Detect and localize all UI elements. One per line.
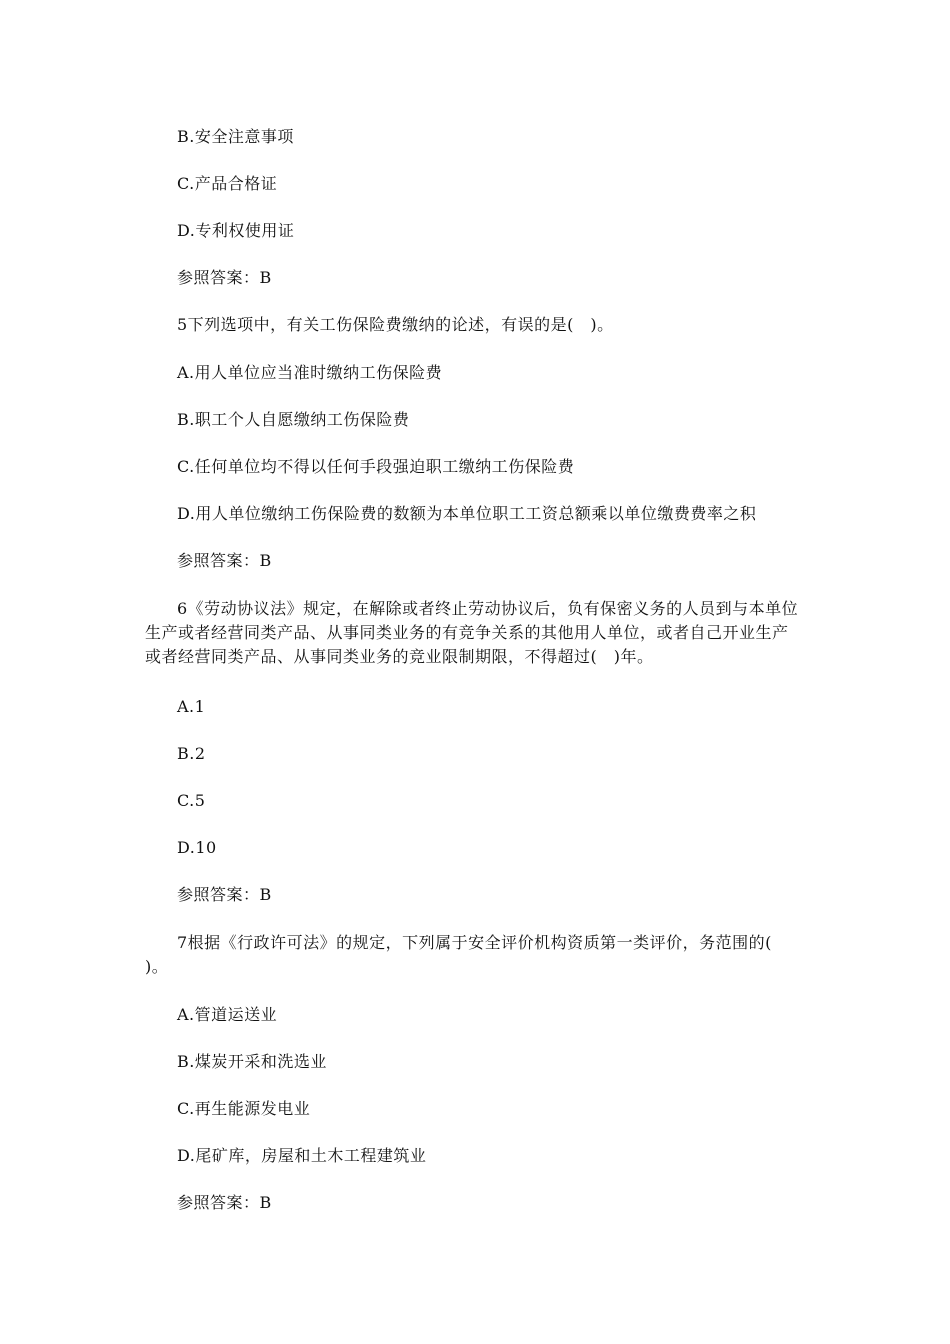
q5-option-d: D.用人单位缴纳工伤保险费的数额为本单位职工工资总额乘以单位缴费费率之积 [177,504,757,523]
q6-stem-line-1: 6《劳动协议法》规定，在解除或者终止劳动协议后，负有保密义务的人员到与本单位 [177,599,799,618]
q7-stem-line-1: 7根据《行政许可法》的规定，下列属于安全评价机构资质第一类评价，务范围的( [177,933,772,952]
q7-option-b: B.煤炭开采和洗选业 [177,1052,327,1071]
q6-stem-line-2: 生产或者经营同类产品、从事同类业务的有竞争关系的其他用人单位，或者自己开业生产 [145,623,789,642]
q6-option-a: A.1 [177,697,206,716]
q6-option-b: B.2 [177,744,206,763]
q4-option-b: B.安全注意事项 [177,127,294,146]
q5-option-c: C.任何单位均不得以任何手段强迫职工缴纳工伤保险费 [177,457,575,476]
q6-stem-line-3: 或者经营同类产品、从事同类业务的竞业限制期限，不得超过( )年。 [145,647,654,666]
q6-option-c: C.5 [177,791,206,810]
q6-answer: 参照答案：B [177,885,272,904]
q7-option-c: C.再生能源发电业 [177,1099,311,1118]
q7-option-a: A.管道运送业 [177,1005,278,1024]
q5-option-b: B.职工个人自愿缴纳工伤保险费 [177,410,410,429]
q5-answer: 参照答案：B [177,551,272,570]
q4-option-d: D.专利权使用证 [177,221,295,240]
q7-stem-line-2: )。 [145,957,169,976]
q5-stem: 5下列选项中，有关工伤保险费缴纳的论述，有误的是( )。 [177,315,614,334]
q5-option-a: A.用人单位应当准时缴纳工伤保险费 [177,363,443,382]
q7-answer: 参照答案：B [177,1193,272,1212]
q4-option-c: C.产品合格证 [177,174,278,193]
q4-answer: 参照答案：B [177,268,272,287]
q7-option-d: D.尾矿库，房屋和土木工程建筑业 [177,1146,427,1165]
q6-option-d: D.10 [177,838,217,857]
